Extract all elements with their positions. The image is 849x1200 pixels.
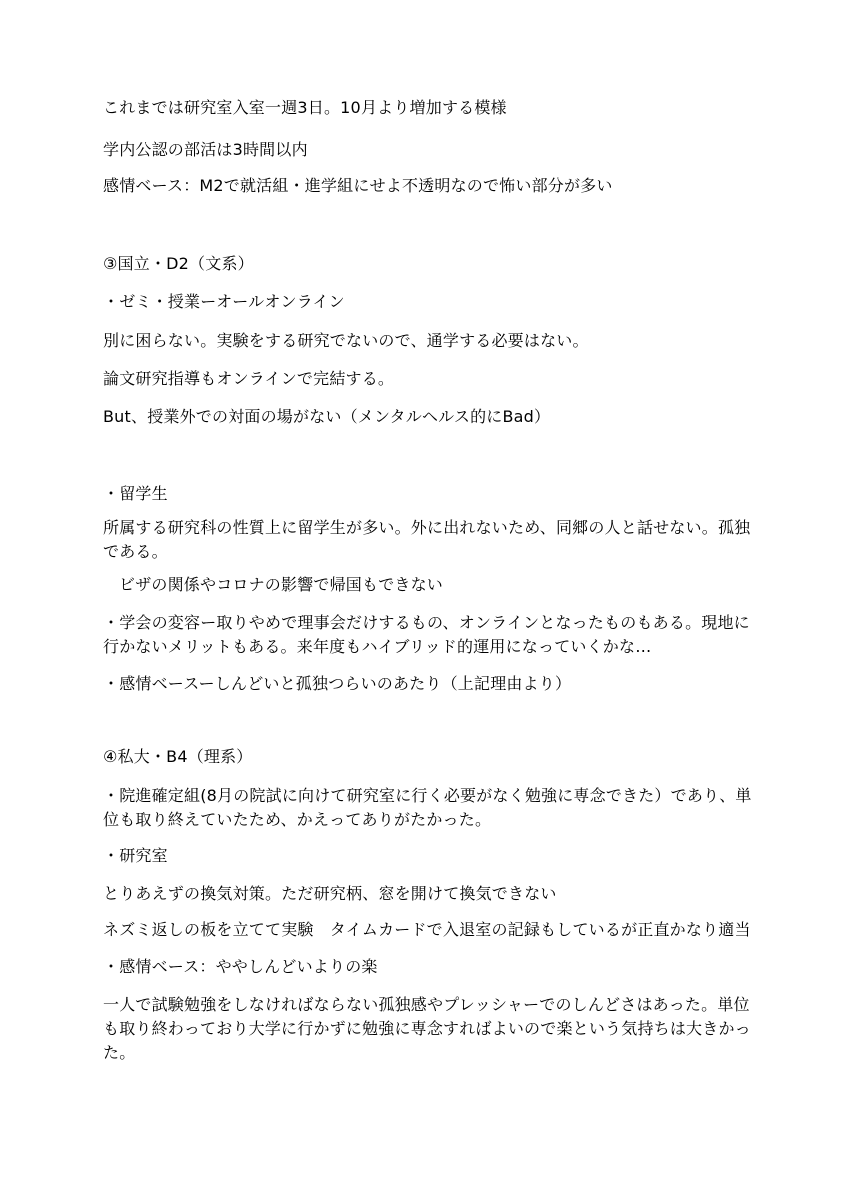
text-line-10: 所属する研究科の性質上に留学生が多い。外に出れないため、同郷の人と話せない。孤独である。 xyxy=(103,518,751,561)
text-line-16: ・研究室 xyxy=(103,846,168,865)
text-line-9: ・留学生 xyxy=(103,484,168,503)
section-heading-3: ③国立・D2（文系） xyxy=(103,254,254,273)
text-line-3: 感情ベース：M2で就活組・進学組にせよ不透明なので怖い部分が多い xyxy=(103,176,613,195)
text-line-13: ・感情ベースーしんどいと孤独つらいのあたり（上記理由より） xyxy=(103,674,572,693)
text-line-12: ・学会の変容ー取りやめで理事会だけするもの、オンラインとなったものもある。現地に行かないメリットもある。来年度もハイブリッド的運用になっていくかな… xyxy=(103,613,750,656)
text-line-7: 論文研究指導もオンラインで完結する。 xyxy=(103,369,395,388)
text-line-1: これまでは研究室入室一週3日。10月より増加する模様 xyxy=(103,98,507,117)
text-line-5: ・ゼミ・授業ーオールオンライン xyxy=(103,292,345,311)
text-line-19: ・感情ベース：ややしんどいよりの楽 xyxy=(103,957,378,976)
section-heading-4: ④私大・B4（理系） xyxy=(103,747,253,766)
text-line-8: But、授業外での対面の場がない（メンタルヘルス的にBad） xyxy=(103,407,551,426)
text-line-6: 別に困らない。実験をする研究でないので、通学する必要はない。 xyxy=(103,331,589,350)
text-line-15: ・院進確定組(8月の院試に向けて研究室に行く必要がなく勉強に専念できた）であり、単位も取り終えていたため、かえってありがたかった。 xyxy=(103,786,752,829)
text-line-11: ビザの関係やコロナの影響で帰国もできない xyxy=(119,575,444,594)
text-line-20: 一人で試験勉強をしなければならない孤独感やプレッシャーでのしんどさはあった。単位も取り終わっており大学に行かずに勉強に専念すればよいので楽という気持ちは大きかった。 xyxy=(103,995,751,1062)
text-line-17: とりあえずの換気対策。ただ研究柄、窓を開けて換気できない xyxy=(103,884,557,903)
text-line-18: ネズミ返しの板を立てて実験 タイムカードで入退室の記録もしているが正直かなり適当 xyxy=(103,920,751,939)
text-line-2: 学内公認の部活は3時間以内 xyxy=(103,140,308,159)
